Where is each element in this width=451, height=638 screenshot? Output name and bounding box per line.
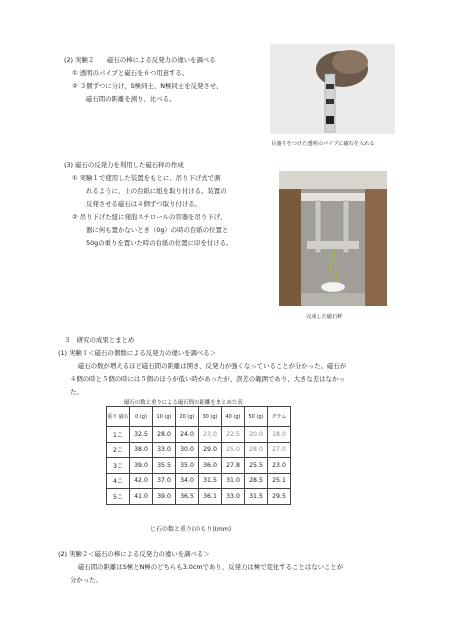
results-para-2b: 分かった。 xyxy=(70,576,102,584)
table-cell: 39.0 xyxy=(153,489,176,505)
table-cell: 23.0 xyxy=(199,427,222,443)
table-cell: 25.0 xyxy=(222,442,245,458)
table-cell: 33.0 xyxy=(153,442,176,458)
table-cell: 34.0 xyxy=(176,473,199,489)
table-cell: 35.5 xyxy=(153,458,176,474)
table-cell: 28.5 xyxy=(245,473,268,489)
table-cell: 18.0 xyxy=(268,427,291,443)
exp3-item-2c: 50gの重りを置いた時の台紙の位置に印を付ける。 xyxy=(86,239,233,247)
table-cell: 36.1 xyxy=(199,489,222,505)
results-sub-2: (2) 実験２＜磁石の棒による反発力の違いを調べる＞ xyxy=(58,550,210,558)
table-cell: 5こ xyxy=(107,489,130,505)
table-cell: 29.0 xyxy=(199,442,222,458)
table-cell: 37.0 xyxy=(153,473,176,489)
table-cell: 31.5 xyxy=(199,473,222,489)
photo-pipe-magnets xyxy=(270,44,395,134)
table-header-cell: 重り 磁石 xyxy=(107,407,130,427)
table-cell: 25.5 xyxy=(245,458,268,474)
table-cell: 32.5 xyxy=(130,427,153,443)
table-cell: 31.0 xyxy=(222,473,245,489)
table-cell: 31.5 xyxy=(245,489,268,505)
results-para-1a: 磁石の数が増えるほど磁石間の距離は開き、反発力が強くなっていることが分かった。磁石が xyxy=(78,362,347,370)
table-cell: 4こ xyxy=(107,473,130,489)
table-header-cell: 0 (g) xyxy=(130,407,153,427)
distance-table xyxy=(106,406,291,505)
results-para-1c: た。 xyxy=(70,388,83,396)
exp2-item-2b: 磁石間の距離を測り、比べる。 xyxy=(86,95,176,103)
table-cell: 33.0 xyxy=(222,489,245,505)
table-cell: 27.0 xyxy=(268,442,291,458)
table-cell: 28.0 xyxy=(245,442,268,458)
table-cell: 36.0 xyxy=(199,458,222,474)
table-row xyxy=(107,427,291,443)
table-header-cell: 10 (g) xyxy=(153,407,176,427)
exp3-item-2b: 器に何も置かないとき（0g）の時の台紙の位置と xyxy=(86,226,229,234)
table-cell: 38.0 xyxy=(130,442,153,458)
table-footer: じ石の数と重り(のもり)(mm) xyxy=(150,526,232,533)
table-cell: 3こ xyxy=(107,458,130,474)
results-sub-1: (1) 実験１＜磁石の個数による反発力の違いを調べる＞ xyxy=(58,349,217,357)
exp3-photo-caption: 完成した磁石秤 xyxy=(306,314,343,320)
photo-magnet-scale xyxy=(279,171,387,306)
table-cell: 35.0 xyxy=(176,458,199,474)
table-cell: 2こ xyxy=(107,442,130,458)
table-row xyxy=(107,442,291,458)
exp3-item-1c: 反発させる磁石は４個ずつ取り付ける。 xyxy=(86,200,202,208)
table-cell: 20.0 xyxy=(245,427,268,443)
table-cell: 41.0 xyxy=(130,489,153,505)
table-cell: 1こ xyxy=(107,427,130,443)
exp3-heading: (3) 磁石の反発力を利用した磁石秤の作成 xyxy=(64,161,184,169)
table-row xyxy=(107,473,291,489)
table-cell: 42.0 xyxy=(130,473,153,489)
table-header-cell: 40 (g) xyxy=(222,407,245,427)
table-header-cell: 30 (g) xyxy=(199,407,222,427)
table-cell: 27.8 xyxy=(222,458,245,474)
exp2-photo-caption: 目盛りをつけた透明のパイプに磁石を入れる xyxy=(271,141,375,147)
exp3-item-2a: ② 吊り下げた紐に発泡スチロールの容器を吊り下げ、 xyxy=(72,213,227,221)
exp3-item-1a: ① 実験１で使用した装置をもとに、吊り下げ式で測 xyxy=(72,174,221,182)
exp3-item-1b: れるように、上の台紙に紐を取り付ける。装置の xyxy=(86,187,227,195)
table-cell: 36.5 xyxy=(176,489,199,505)
exp2-heading: (2) 実験２ 磁石の棒による反発力の違いを調べる xyxy=(64,56,216,64)
table-header-cell: 50 (g) xyxy=(245,407,268,427)
table-cell: 30.0 xyxy=(176,442,199,458)
table-cell: 39.0 xyxy=(130,458,153,474)
table-cell: 24.0 xyxy=(176,427,199,443)
table-header-row xyxy=(107,407,291,427)
table-cell: 28.0 xyxy=(153,427,176,443)
table-title: 磁石の数と重りによる磁石間の距離をまとめた表 xyxy=(124,400,243,406)
exp2-item-2a: ② ３個ずつに分け、S極同士、N極同士を反発させ、 xyxy=(72,82,223,90)
table-cell: 22.5 xyxy=(222,427,245,443)
table-row xyxy=(107,489,291,505)
results-para-1b: ４個の時と５個の時には５個のほうが低い時があったが、誤差の範囲であり、大きな差はなかっ xyxy=(70,375,345,383)
results-para-2a: 磁石間の距離はS極とN極のどちらも3.0cmであり、反発力は極で変化することはないことが xyxy=(78,563,344,571)
table-cell: 23.0 xyxy=(268,458,291,474)
results-heading: ３ 研究の成果とまとめ xyxy=(64,336,135,344)
table-header-cell: 20 (g) xyxy=(176,407,199,427)
table-cell: 29.5 xyxy=(268,489,291,505)
table-cell: 25.1 xyxy=(268,473,291,489)
table-header-cell: グラム xyxy=(268,407,291,427)
table-row xyxy=(107,458,291,474)
exp2-item-1: ① 透明のパイプと磁石を６つ用意する。 xyxy=(72,69,189,77)
